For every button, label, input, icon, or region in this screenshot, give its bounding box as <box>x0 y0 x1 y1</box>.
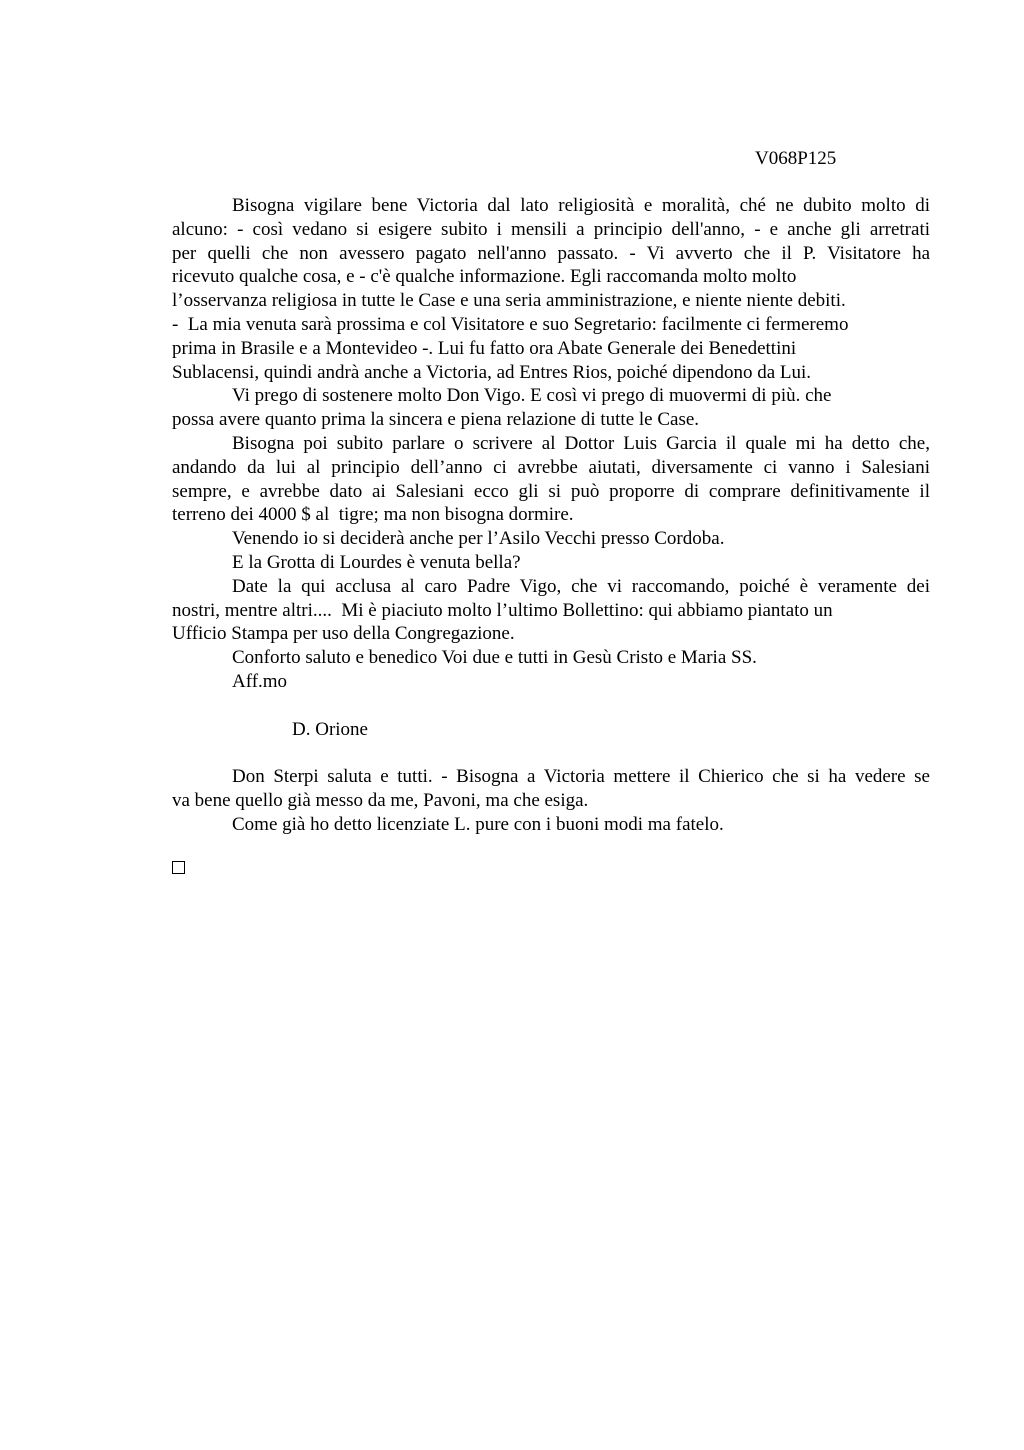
paragraph-2 <box>172 384 930 432</box>
closing <box>172 646 930 670</box>
text-line: ricevuto qualche cosa, e - c'è qualche informazione. Egli raccomanda molto molto <box>172 266 797 288</box>
text-line: va bene quello già messo da me, Pavoni, ma che esiga. <box>172 789 589 811</box>
text-line: nostri, mentre altri.... Mi è piaciuto molto l’ultimo Bollettino: qui abbiamo piantato un <box>172 599 833 621</box>
paragraph-3 <box>172 432 930 527</box>
valediction <box>172 670 930 694</box>
reference-code: V068P125 <box>755 148 837 169</box>
text-line: terreno dei 4000 $ al tigre; ma non bisogna dormire. <box>172 504 574 526</box>
postscript-1 <box>172 765 930 813</box>
text-line: Come già ho detto licenziate L. pure con i buoni modi ma fatelo. <box>232 813 724 835</box>
paragraph-5 <box>172 551 930 575</box>
text-line: Aff.mo <box>232 670 288 692</box>
text-line: Venendo io si deciderà anche per l’Asilo Vecchi presso Cordoba. <box>232 528 725 550</box>
text-line: andando da lui al principio dell’anno ci avrebbe aiutati, diversamente ci vanno i Salesiani <box>172 456 930 478</box>
text-line: prima in Brasile e a Montevideo -. Lui fu fatto ora Abate Generale dei Benedettini <box>172 337 797 359</box>
paragraph-1 <box>172 194 930 384</box>
text-line: Bisogna vigilare bene Victoria dal lato religiosità e moralità, ché ne dubito molto di <box>232 195 930 216</box>
text-line: D. Orione <box>292 718 368 740</box>
text-line: per quelli che non avessero pagato nell'anno passato. - Vi avverto che il P. Visitatore ha <box>172 242 930 264</box>
text-line: Date la qui acclusa al caro Padre Vigo, che vi raccomando, poiché è veramente dei <box>232 575 930 597</box>
text-line: Don Sterpi saluta e tutti. - Bisogna a Victoria mettere il Chierico che si ha vedere se <box>232 766 930 788</box>
text-line: Sublacensi, quindi andrà anche a Victoria, ad Entres Rios, poiché dipendono da Lui. <box>172 361 812 383</box>
spacer <box>172 741 930 765</box>
signature <box>172 718 930 742</box>
letter-body <box>172 194 930 837</box>
text-line: Conforto saluto e benedico Voi due e tutti in Gesù Cristo e Maria SS. <box>232 647 757 669</box>
postscript-2 <box>172 813 930 837</box>
empty-square-icon <box>172 861 185 874</box>
text-line: Vi prego di sostenere molto Don Vigo. E così vi prego di muovermi di più. che <box>232 385 832 407</box>
text-line: Bisogna poi subito parlare o scrivere al Dottor Luis Garcia il quale mi ha detto che, <box>232 432 930 454</box>
paragraph-4 <box>172 527 930 551</box>
text-line: sempre, e avrebbe dato ai Salesiani ecco gli si può proporre di comprare definitivamente il <box>172 480 930 502</box>
paragraph-6 <box>172 575 930 646</box>
text-line: l’osservanza religiosa in tutte le Case e una seria amministrazione, e niente niente debiti. <box>172 290 846 312</box>
text-line: - La mia venuta sarà prossima e col Visitatore e suo Segretario: facilmente ci fermeremo <box>172 313 849 335</box>
text-line: alcuno: - così vedano si esigere subito i mensili a principio dell'anno, - e anche gli arretrati <box>172 218 930 240</box>
text-line: possa avere quanto prima la sincera e piena relazione di tutte le Case. <box>172 409 700 431</box>
text-line: E la Grotta di Lourdes è venuta bella? <box>232 551 521 573</box>
text-line: Ufficio Stampa per uso della Congregazione. <box>172 623 515 645</box>
spacer <box>172 694 930 718</box>
